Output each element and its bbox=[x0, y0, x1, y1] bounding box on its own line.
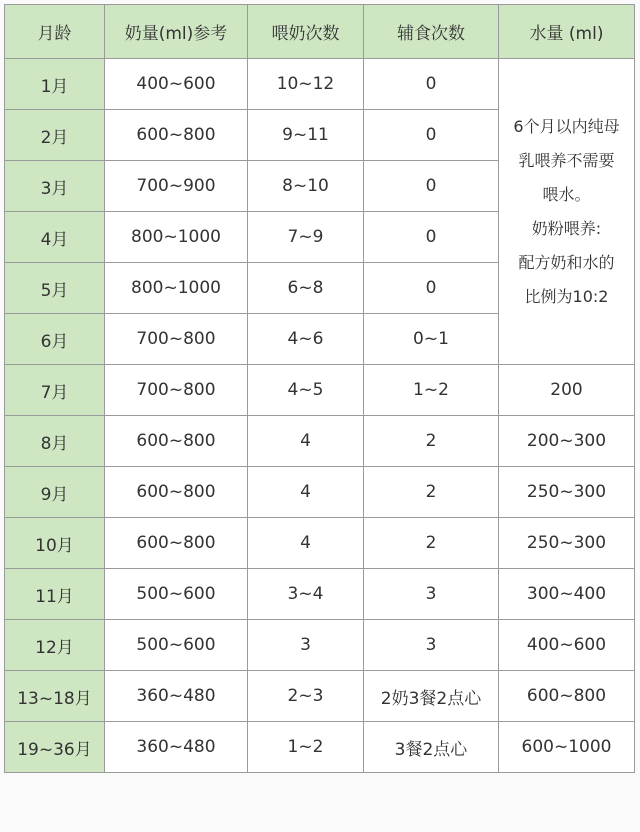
table-row bbox=[5, 59, 635, 110]
table-row bbox=[5, 365, 635, 416]
solids-cell: 0 bbox=[364, 212, 499, 263]
month-cell: 3月 bbox=[5, 161, 105, 212]
feeds-cell: 3~4 bbox=[248, 569, 364, 620]
solids-cell: 2奶3餐2点心 bbox=[364, 671, 499, 722]
milk-cell: 600~800 bbox=[105, 467, 248, 518]
water-cell: 200 bbox=[499, 365, 635, 416]
header-solid-food-count: 辅食次数 bbox=[364, 5, 499, 59]
month-cell: 5月 bbox=[5, 263, 105, 314]
header-month: 月龄 bbox=[5, 5, 105, 59]
feeds-cell: 4 bbox=[248, 467, 364, 518]
feeds-cell: 4 bbox=[248, 416, 364, 467]
month-cell: 11月 bbox=[5, 569, 105, 620]
water-cell: 300~400 bbox=[499, 569, 635, 620]
solids-cell: 0~1 bbox=[364, 314, 499, 365]
water-note-line: 乳喂养不需要 bbox=[518, 150, 615, 170]
water-note-line: 奶粉喂养: bbox=[531, 218, 602, 238]
water-note-line: 6个月以内纯母 bbox=[513, 116, 620, 136]
header-feed-count: 喂奶次数 bbox=[248, 5, 364, 59]
milk-cell: 600~800 bbox=[105, 416, 248, 467]
milk-cell: 800~1000 bbox=[105, 263, 248, 314]
solids-cell: 0 bbox=[364, 110, 499, 161]
feeds-cell: 10~12 bbox=[248, 59, 364, 110]
feeds-cell: 6~8 bbox=[248, 263, 364, 314]
table-row bbox=[5, 569, 635, 620]
milk-cell: 700~800 bbox=[105, 365, 248, 416]
water-cell: 600~1000 bbox=[499, 722, 635, 773]
water-cell: 400~600 bbox=[499, 620, 635, 671]
feeds-cell: 4~6 bbox=[248, 314, 364, 365]
solids-cell: 3 bbox=[364, 569, 499, 620]
milk-cell: 500~600 bbox=[105, 569, 248, 620]
water-cell: 200~300 bbox=[499, 416, 635, 467]
feeds-cell: 3 bbox=[248, 620, 364, 671]
milk-cell: 360~480 bbox=[105, 722, 248, 773]
header-row bbox=[5, 5, 635, 59]
feeds-cell: 2~3 bbox=[248, 671, 364, 722]
feeds-cell: 4~5 bbox=[248, 365, 364, 416]
solids-cell: 2 bbox=[364, 416, 499, 467]
milk-cell: 360~480 bbox=[105, 671, 248, 722]
solids-cell: 0 bbox=[364, 59, 499, 110]
month-cell: 9月 bbox=[5, 467, 105, 518]
milk-cell: 700~900 bbox=[105, 161, 248, 212]
month-cell: 19~36月 bbox=[5, 722, 105, 773]
month-cell: 10月 bbox=[5, 518, 105, 569]
solids-cell: 3餐2点心 bbox=[364, 722, 499, 773]
month-cell: 8月 bbox=[5, 416, 105, 467]
month-cell: 13~18月 bbox=[5, 671, 105, 722]
solids-cell: 3 bbox=[364, 620, 499, 671]
infant-feeding-table bbox=[4, 4, 635, 773]
month-cell: 1月 bbox=[5, 59, 105, 110]
month-cell: 2月 bbox=[5, 110, 105, 161]
table-row bbox=[5, 416, 635, 467]
feeds-cell: 7~9 bbox=[248, 212, 364, 263]
table-row bbox=[5, 467, 635, 518]
feeds-cell: 8~10 bbox=[248, 161, 364, 212]
solids-cell: 0 bbox=[364, 263, 499, 314]
milk-cell: 600~800 bbox=[105, 518, 248, 569]
solids-cell: 2 bbox=[364, 518, 499, 569]
month-cell: 7月 bbox=[5, 365, 105, 416]
water-cell: 600~800 bbox=[499, 671, 635, 722]
milk-cell: 700~800 bbox=[105, 314, 248, 365]
milk-cell: 600~800 bbox=[105, 110, 248, 161]
water-note-line: 比例为10:2 bbox=[524, 286, 609, 306]
water-note-cell bbox=[499, 59, 635, 365]
feeds-cell: 4 bbox=[248, 518, 364, 569]
header-milk-amount: 奶量(ml)参考 bbox=[105, 5, 248, 59]
water-note-line: 配方奶和水的 bbox=[518, 252, 615, 272]
milk-cell: 500~600 bbox=[105, 620, 248, 671]
header-water-amount: 水量 (ml) bbox=[499, 5, 635, 59]
milk-cell: 800~1000 bbox=[105, 212, 248, 263]
month-cell: 4月 bbox=[5, 212, 105, 263]
table-row bbox=[5, 518, 635, 569]
feeds-cell: 1~2 bbox=[248, 722, 364, 773]
water-note-line: 喂水。 bbox=[542, 184, 591, 204]
month-cell: 12月 bbox=[5, 620, 105, 671]
solids-cell: 2 bbox=[364, 467, 499, 518]
solids-cell: 1~2 bbox=[364, 365, 499, 416]
feeds-cell: 9~11 bbox=[248, 110, 364, 161]
table-row bbox=[5, 722, 635, 773]
milk-cell: 400~600 bbox=[105, 59, 248, 110]
table-row bbox=[5, 671, 635, 722]
table-row bbox=[5, 620, 635, 671]
water-cell: 250~300 bbox=[499, 467, 635, 518]
month-cell: 6月 bbox=[5, 314, 105, 365]
water-cell: 250~300 bbox=[499, 518, 635, 569]
solids-cell: 0 bbox=[364, 161, 499, 212]
